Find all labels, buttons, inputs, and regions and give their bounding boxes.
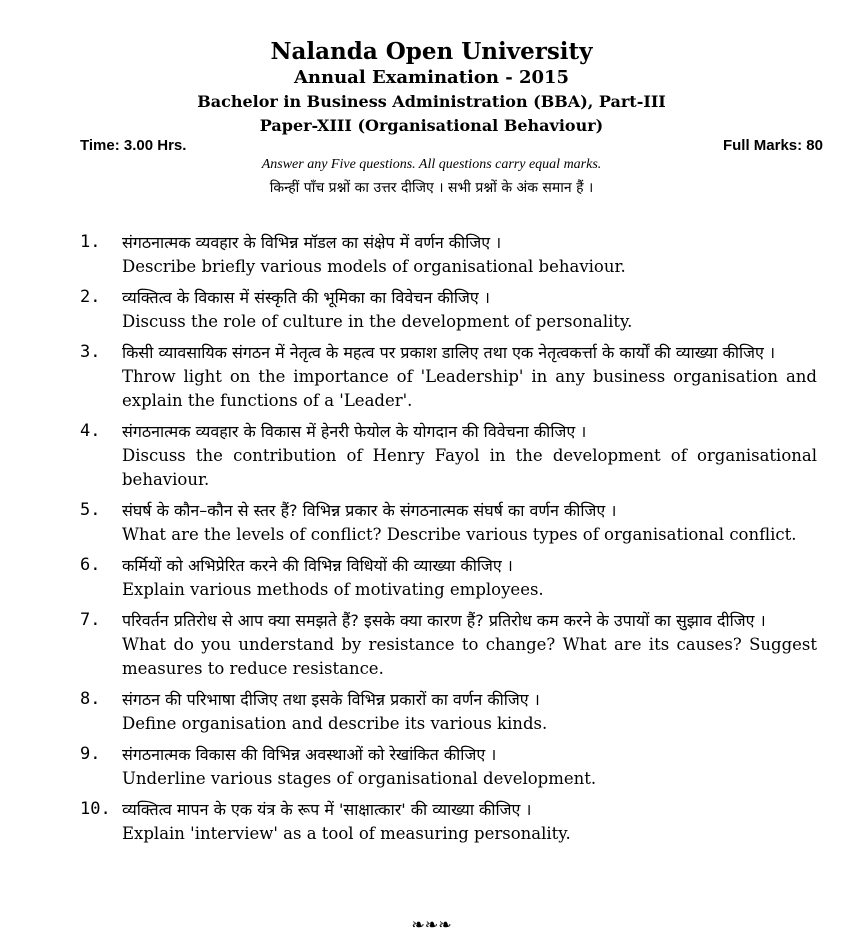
question-item <box>80 742 817 791</box>
question-english: Describe briefly various models of organisational behaviour. <box>122 257 626 276</box>
question-hindi: संगठनात्मक व्यवहार के विभिन्न मॉडल का संक्षेप में वर्णन कीजिए । <box>122 233 502 252</box>
question-number: 1. <box>80 232 101 252</box>
question-hindi: किसी व्यावसायिक संगठन में नेतृत्व के महत्व पर प्रकाश डालिए तथा एक नेतृत्वकर्त्ता के कार्यों की व्याख्या कीजिए । <box>122 343 776 362</box>
question-number: 4. <box>80 421 101 441</box>
question-number: 5. <box>80 500 101 520</box>
question-item <box>80 419 817 492</box>
question-number: 9. <box>80 744 101 764</box>
question-hindi: कर्मियों को अभिप्रेरित करने की विभिन्न विधियों की व्याख्या कीजिए । <box>122 556 513 575</box>
question-number: 6. <box>80 555 101 575</box>
question-item <box>80 797 817 846</box>
time-allowed: Time: 3.00 Hrs. <box>80 137 187 154</box>
question-body <box>122 498 817 547</box>
university-name: Nalanda Open University <box>270 38 593 65</box>
end-ornament-icon: ❧❧❧ <box>411 915 452 934</box>
question-hindi: व्यक्तित्व के विकास में संस्कृति की भूमिका का विवेचन कीजिए । <box>122 288 490 307</box>
question-body <box>122 419 817 492</box>
full-marks: Full Marks: 80 <box>722 137 823 154</box>
question-item <box>80 230 817 279</box>
question-hindi: संगठन की परिभाषा दीजिए तथा इसके विभिन्न प्रकारों का वर्णन कीजिए । <box>122 690 540 709</box>
question-hindi: संगठनात्मक विकास की विभिन्न अवस्थाओं को रेखांकित कीजिए । <box>122 745 497 764</box>
question-hindi: परिवर्तन प्रतिरोध से आप क्या समझते हैं? इसके क्या कारण हैं? प्रतिरोध कम करने के उपायों का सुझाव दीजिए । <box>122 611 766 630</box>
question-english: Discuss the role of culture in the development of personality. <box>122 312 633 331</box>
question-body <box>122 230 817 279</box>
question-body <box>122 742 817 791</box>
question-body <box>122 797 817 846</box>
question-english: What are the levels of conflict? Describe various types of organisational conflict. <box>122 525 797 544</box>
question-body <box>122 608 817 681</box>
instruction-hindi: किन्हीं पाँच प्रश्नों का उत्तर दीजिए । सभी प्रश्नों के अंक समान हैं । <box>269 180 594 196</box>
question-number: 10. <box>80 799 111 819</box>
question-number: 3. <box>80 342 101 362</box>
question-hindi: व्यक्तित्व मापन के एक यंत्र के रूप में 'साक्षात्कार' की व्याख्या कीजिए । <box>122 800 532 819</box>
question-list <box>80 230 817 852</box>
question-item <box>80 498 817 547</box>
exam-title: Annual Examination - 2015 <box>293 67 570 88</box>
question-body <box>122 553 817 602</box>
question-english: Define organisation and describe its various kinds. <box>122 714 548 733</box>
question-body <box>122 285 817 334</box>
question-number: 7. <box>80 610 101 630</box>
instruction-english: Answer any Five questions. All questions carry equal marks. <box>261 157 602 172</box>
question-english: Throw light on the importance of 'Leadership' in any business organisation and explain the functions of a 'Leader'. <box>122 367 817 410</box>
question-item <box>80 608 817 681</box>
programme-title: Bachelor in Business Administration (BBA), Part-III <box>197 92 666 111</box>
question-english: Discuss the contribution of Henry Fayol in the development of organisational behaviour. <box>122 446 817 489</box>
question-hindi: संगठनात्मक व्यवहार के विकास में हेनरी फेयोल के योगदान की विवेचना कीजिए । <box>122 422 587 441</box>
question-body <box>122 687 817 736</box>
question-hindi: संघर्ष के कौन–कौन से स्तर हैं? विभिन्न प्रकार के संगठनात्मक संघर्ष का वर्णन कीजिए । <box>122 501 617 520</box>
question-number: 8. <box>80 689 101 709</box>
question-english: Explain 'interview' as a tool of measuring personality. <box>122 824 571 843</box>
question-number: 2. <box>80 287 101 307</box>
question-item <box>80 285 817 334</box>
question-item <box>80 553 817 602</box>
question-english: Underline various stages of organisational development. <box>122 769 597 788</box>
question-body <box>122 340 817 413</box>
question-english: What do you understand by resistance to change? What are its causes? Suggest measures to reduce resistance. <box>122 635 817 678</box>
question-english: Explain various methods of motivating employees. <box>122 580 544 599</box>
question-item <box>80 340 817 413</box>
paper-title: Paper-XIII (Organisational Behaviour) <box>259 116 604 135</box>
question-item <box>80 687 817 736</box>
